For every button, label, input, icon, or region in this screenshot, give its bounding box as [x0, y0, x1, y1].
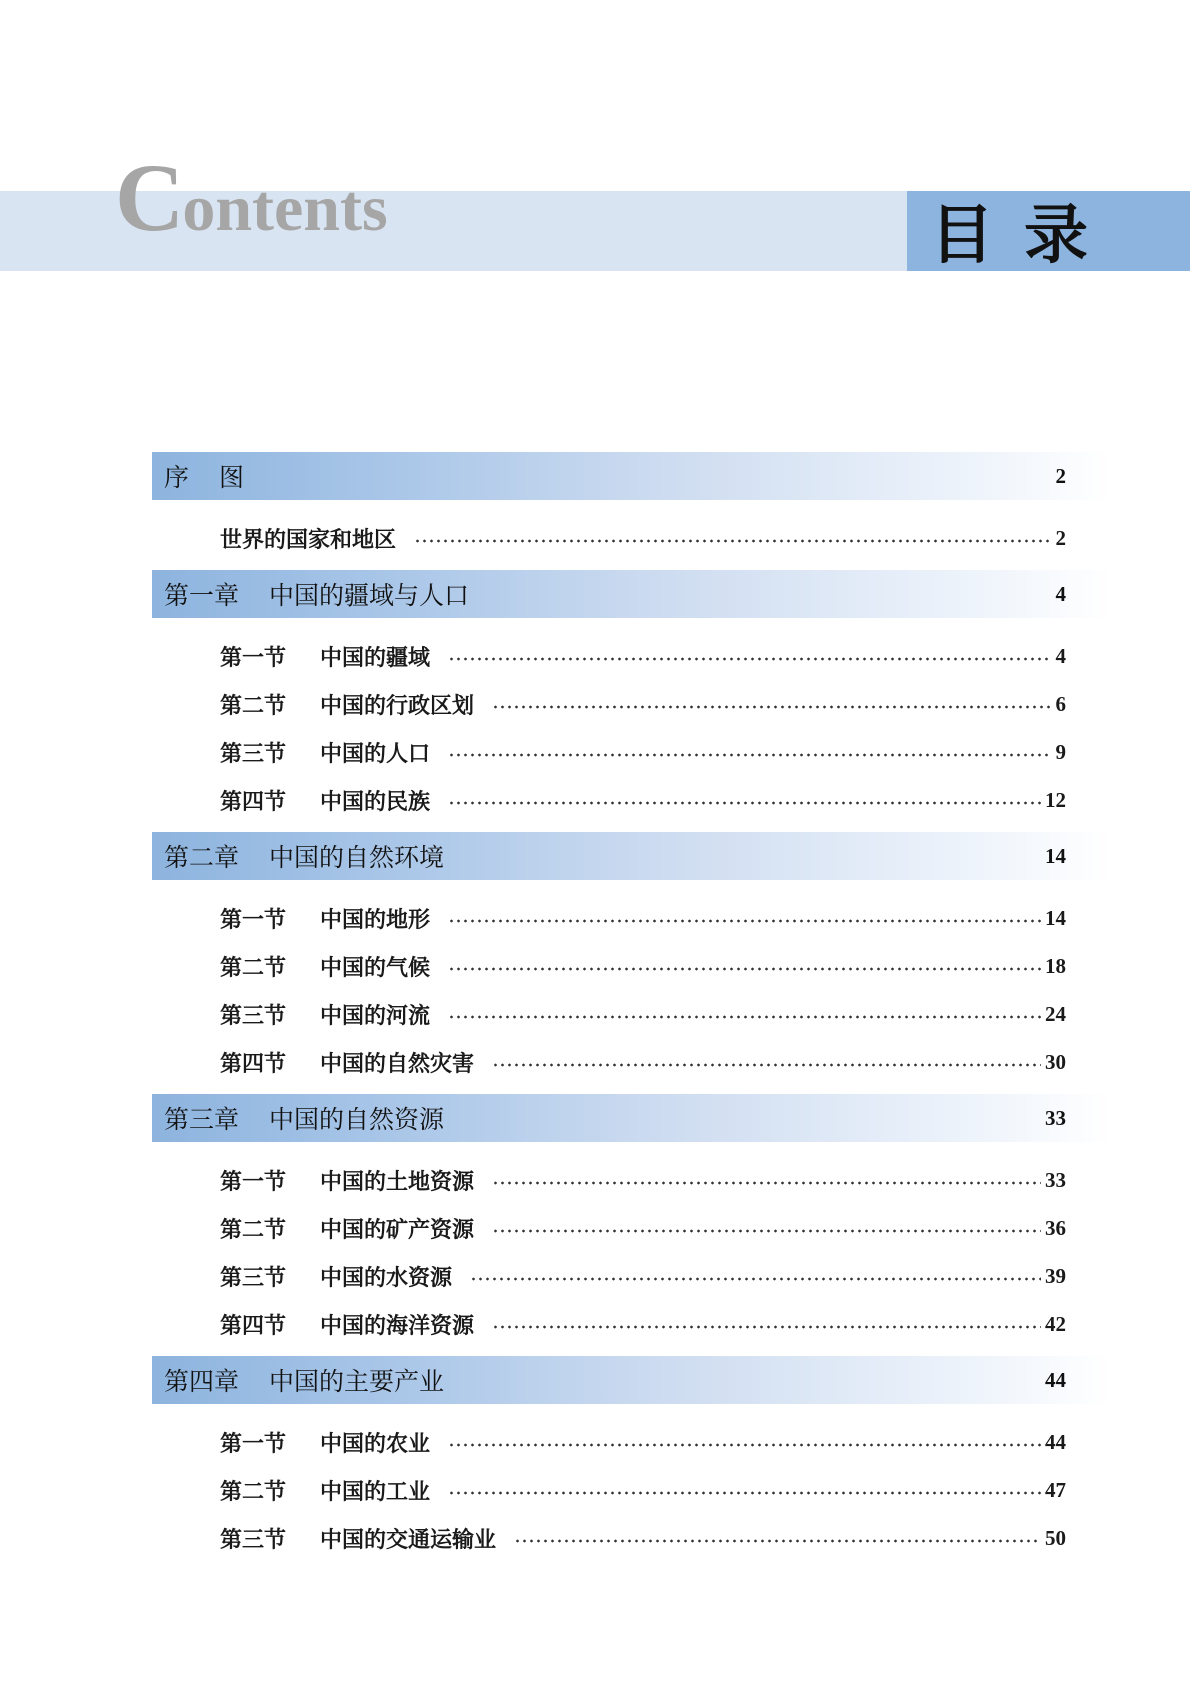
section-page-number: 44 [1045, 1429, 1066, 1454]
section-page-number: 4 [1055, 643, 1066, 668]
chapter-block [152, 832, 1112, 1094]
toc-entry[interactable] [152, 1204, 1112, 1252]
section-page-number: 12 [1045, 787, 1066, 812]
section-page-number: 47 [1045, 1477, 1066, 1502]
chapter-heading[interactable] [152, 1356, 1112, 1404]
toc-entry[interactable] [152, 632, 1112, 680]
toc-entry[interactable] [152, 1514, 1112, 1562]
section-number: 第四节 [220, 1050, 287, 1077]
chapter-number: 第四章 [164, 1367, 240, 1396]
section-title: 中国的水资源 [320, 1264, 453, 1291]
section-page-number: 6 [1055, 691, 1066, 716]
section-title: 中国的地形 [320, 906, 431, 933]
section-list [152, 1404, 1112, 1570]
dot-leader [448, 657, 1051, 661]
chapter-number: 第二章 [164, 843, 240, 872]
section-number: 第二节 [220, 692, 287, 719]
toc-entry[interactable] [152, 680, 1112, 728]
section-title: 中国的河流 [320, 1002, 431, 1029]
section-page-number: 33 [1045, 1167, 1066, 1192]
section-number: 第一节 [220, 1430, 287, 1457]
section-title: 中国的土地资源 [320, 1168, 475, 1195]
section-number: 第一节 [220, 906, 287, 933]
dot-leader [448, 919, 1041, 923]
section-list [152, 1142, 1112, 1356]
dot-leader [492, 1325, 1041, 1329]
toc-entry[interactable] [152, 894, 1112, 942]
contents-title-rest: ontents [182, 172, 388, 245]
section-page-number: 39 [1045, 1263, 1066, 1288]
dot-leader [448, 1015, 1041, 1019]
toc-entry[interactable] [152, 1466, 1112, 1514]
section-number: 第二节 [220, 954, 287, 981]
section-number: 第三节 [220, 1526, 287, 1553]
dot-leader [492, 705, 1051, 709]
section-page-number: 9 [1055, 739, 1066, 764]
section-number: 第三节 [220, 1002, 287, 1029]
chapter-page-number: 44 [1045, 1367, 1066, 1392]
section-title: 中国的疆域 [320, 644, 431, 671]
section-title: 中国的气候 [320, 954, 431, 981]
section-title: 中国的行政区划 [320, 692, 475, 719]
section-page-number: 36 [1045, 1215, 1066, 1240]
dot-leader [514, 1539, 1041, 1543]
section-page-number: 18 [1045, 953, 1066, 978]
chapter-heading[interactable] [152, 452, 1112, 500]
contents-title-initial: C [115, 144, 185, 251]
dot-leader [414, 539, 1051, 543]
dot-leader [448, 967, 1041, 971]
section-title: 中国的海洋资源 [320, 1312, 475, 1339]
toc-entry[interactable] [152, 1418, 1112, 1466]
toc-entry[interactable] [152, 1300, 1112, 1348]
chapter-number: 第三章 [164, 1105, 240, 1134]
chapter-page-number: 4 [1055, 581, 1066, 606]
section-list [152, 500, 1112, 570]
section-page-number: 24 [1045, 1001, 1066, 1026]
chapter-heading[interactable] [152, 832, 1112, 880]
section-page-number: 14 [1045, 905, 1066, 930]
section-number: 第三节 [220, 1264, 287, 1291]
section-title: 中国的农业 [320, 1430, 431, 1457]
chapter-title: 图 [219, 463, 245, 492]
section-number: 第二节 [220, 1478, 287, 1505]
chapter-block [152, 1356, 1112, 1570]
section-title: 中国的矿产资源 [320, 1216, 475, 1243]
toc-entry[interactable] [152, 942, 1112, 990]
chapter-heading[interactable] [152, 1094, 1112, 1142]
section-number: 第二节 [220, 1216, 287, 1243]
section-title: 中国的自然灾害 [320, 1050, 475, 1077]
section-list [152, 880, 1112, 1094]
section-number: 第三节 [220, 740, 287, 767]
contents-title-cn: 目录 [930, 199, 1118, 273]
dot-leader [492, 1229, 1041, 1233]
section-number: 第一节 [220, 1168, 287, 1195]
chapter-page-number: 2 [1055, 463, 1066, 488]
section-number: 第四节 [220, 788, 287, 815]
chapter-title: 中国的疆域与人口 [269, 581, 470, 610]
toc-entry[interactable] [152, 776, 1112, 824]
dot-leader [470, 1277, 1041, 1281]
dot-leader [448, 1443, 1041, 1447]
section-title: 中国的人口 [320, 740, 431, 767]
chapter-title: 中国的主要产业 [269, 1367, 445, 1396]
chapter-page-number: 14 [1045, 843, 1066, 868]
toc-entry[interactable] [152, 728, 1112, 776]
section-title: 世界的国家和地区 [220, 526, 397, 553]
toc-entry[interactable] [152, 1156, 1112, 1204]
section-number: 第四节 [220, 1312, 287, 1339]
section-title: 中国的工业 [320, 1478, 431, 1505]
section-page-number: 30 [1045, 1049, 1066, 1074]
chapter-number: 序 [164, 463, 190, 492]
section-page-number: 50 [1045, 1525, 1066, 1550]
chapter-block [152, 570, 1112, 832]
dot-leader [492, 1063, 1041, 1067]
dot-leader [448, 1491, 1041, 1495]
table-of-contents [152, 452, 1112, 1570]
section-title: 中国的交通运输业 [320, 1526, 497, 1553]
toc-entry[interactable] [152, 514, 1112, 562]
section-title: 中国的民族 [320, 788, 431, 815]
contents-title [115, 144, 388, 251]
chapter-number: 第一章 [164, 581, 240, 610]
chapter-block [152, 452, 1112, 570]
chapter-title: 中国的自然资源 [269, 1105, 445, 1134]
toc-entry[interactable] [152, 1252, 1112, 1300]
section-page-number: 42 [1045, 1311, 1066, 1336]
dot-leader [448, 753, 1051, 757]
chapter-heading[interactable] [152, 570, 1112, 618]
section-list [152, 618, 1112, 832]
dot-leader [492, 1181, 1041, 1185]
dot-leader [448, 801, 1041, 805]
toc-entry[interactable] [152, 990, 1112, 1038]
section-page-number: 2 [1055, 525, 1066, 550]
chapter-title: 中国的自然环境 [269, 843, 445, 872]
chapter-page-number: 33 [1045, 1105, 1066, 1130]
section-number: 第一节 [220, 644, 287, 671]
toc-entry[interactable] [152, 1038, 1112, 1086]
chapter-block [152, 1094, 1112, 1356]
